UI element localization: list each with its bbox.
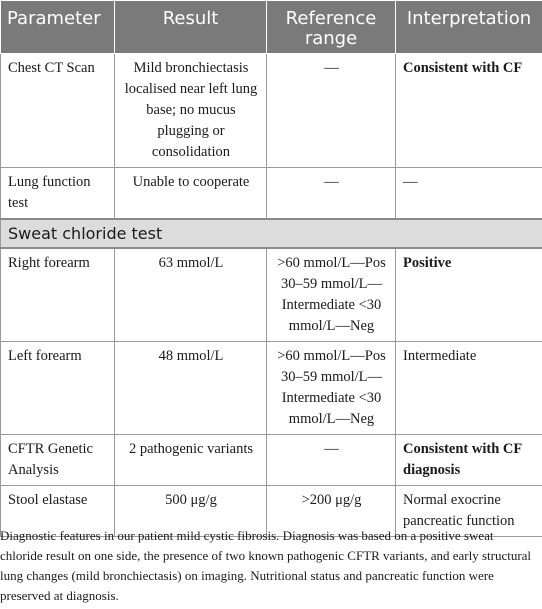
cell-reference: — — [267, 54, 396, 168]
header-parameter: Parameter — [1, 1, 115, 54]
cell-interpretation: — — [396, 168, 542, 220]
cell-parameter: Chest CT Scan — [1, 54, 115, 168]
cell-reference: >200 μg/g — [267, 486, 396, 537]
header-interpretation: Interpretation — [396, 1, 542, 54]
cell-result: 2 pathogenic variants — [115, 435, 267, 486]
cell-interpretation: Positive — [396, 248, 542, 342]
table-row — [1, 342, 542, 435]
table-row — [1, 54, 542, 168]
cell-parameter: Stool elastase — [1, 486, 115, 537]
table-row — [1, 168, 542, 220]
header-result: Result — [115, 1, 267, 54]
cell-result: 48 mmol/L — [115, 342, 267, 435]
cell-interpretation: Intermediate — [396, 342, 542, 435]
cell-parameter: Lung function test — [1, 168, 115, 220]
cell-result: Unable to cooperate — [115, 168, 267, 220]
cell-interpretation: Consistent with CF — [396, 54, 542, 168]
table-row — [1, 248, 542, 342]
table-caption: Diagnostic features in our patient mild cystic fibrosis. Diagnosis was based on a positive sweat chloride result on one side, the presence of two known pathogenic CFTR variants, and early structural lung changes (mild bronchiectasis) on imaging. Nutritional status and pancreatic function were preserved at diagnosis. — [0, 528, 532, 603]
section-row — [1, 219, 542, 248]
cell-reference: — — [267, 168, 396, 220]
cell-interpretation: Normal exocrine pancreatic function — [396, 486, 542, 537]
table-row — [1, 435, 542, 486]
cell-reference: >60 mmol/L—Pos 30–59 mmol/L—Intermediate <30 mmol/L—Neg — [267, 248, 396, 342]
cell-reference: — — [267, 435, 396, 486]
section-title: Sweat chloride test — [1, 219, 542, 248]
header-reference-range: Reference range — [267, 1, 396, 54]
cell-result: Mild bronchiectasis localised near left lung base; no mucus plugging or consolidation — [115, 54, 267, 168]
cell-parameter: Left forearm — [1, 342, 115, 435]
cell-interpretation: Consistent with CF diagnosis — [396, 435, 542, 486]
header-row — [1, 1, 542, 54]
cell-result: 63 mmol/L — [115, 248, 267, 342]
cell-reference: >60 mmol/L—Pos 30–59 mmol/L—Intermediate <30 mmol/L—Neg — [267, 342, 396, 435]
cell-parameter: CFTR Genetic Analysis — [1, 435, 115, 486]
cell-result: 500 μg/g — [115, 486, 267, 537]
cell-parameter: Right forearm — [1, 248, 115, 342]
